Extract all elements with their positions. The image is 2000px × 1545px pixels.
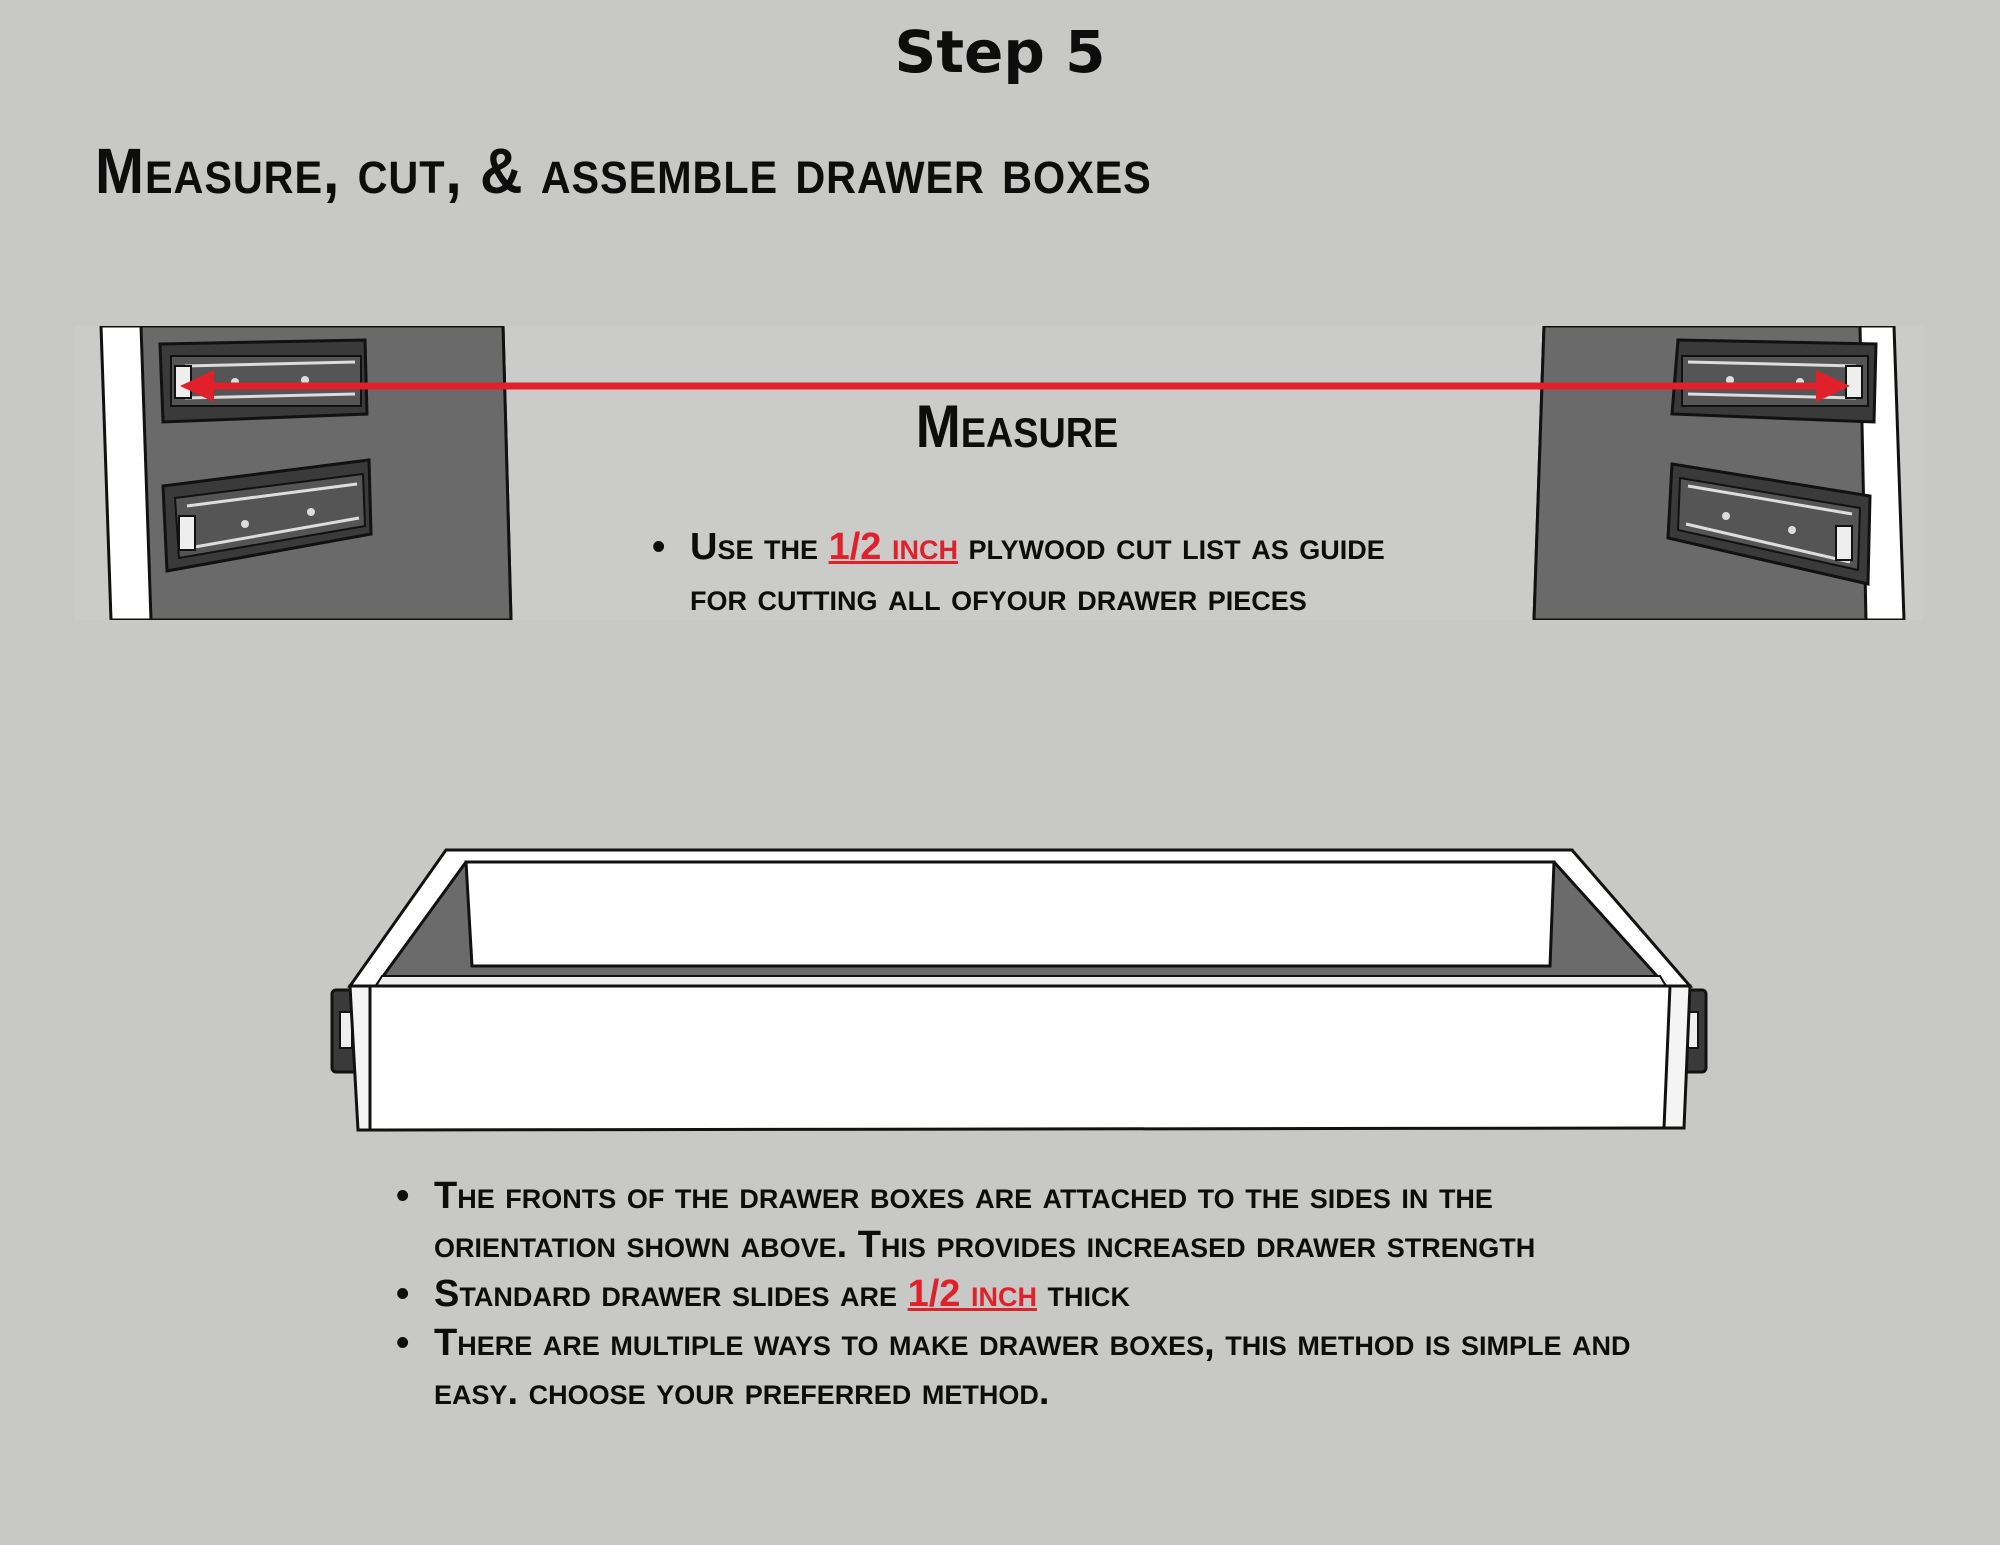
list-item: • The fronts of the drawer boxes are attached to the sides in the orientation shown above. This provides increased drawer strength — [396, 1172, 1631, 1270]
highlight-text: 1/2 inch — [907, 1273, 1037, 1315]
measure-label: Measure — [915, 393, 1119, 460]
list-item: • There are multiple ways to make drawer boxes, this method is simple and easy. choose your preferred method. — [396, 1319, 1631, 1417]
step-title: Step 5 — [894, 18, 1106, 86]
list-item: • Standard drawer slides are 1/2 inch thick — [396, 1270, 1631, 1319]
main-heading: Measure, cut, & assemble drawer boxes — [95, 135, 1152, 207]
notes-bullets — [396, 1172, 1631, 1417]
list-item: • Use the 1/2 inch plywood cut list as guide for cutting all ofyour drawer pieces — [652, 522, 1385, 624]
measure-bullets — [652, 522, 1385, 624]
drawer-box-illustration — [320, 840, 1720, 1140]
highlight-text: 1/2 inch — [828, 526, 958, 568]
